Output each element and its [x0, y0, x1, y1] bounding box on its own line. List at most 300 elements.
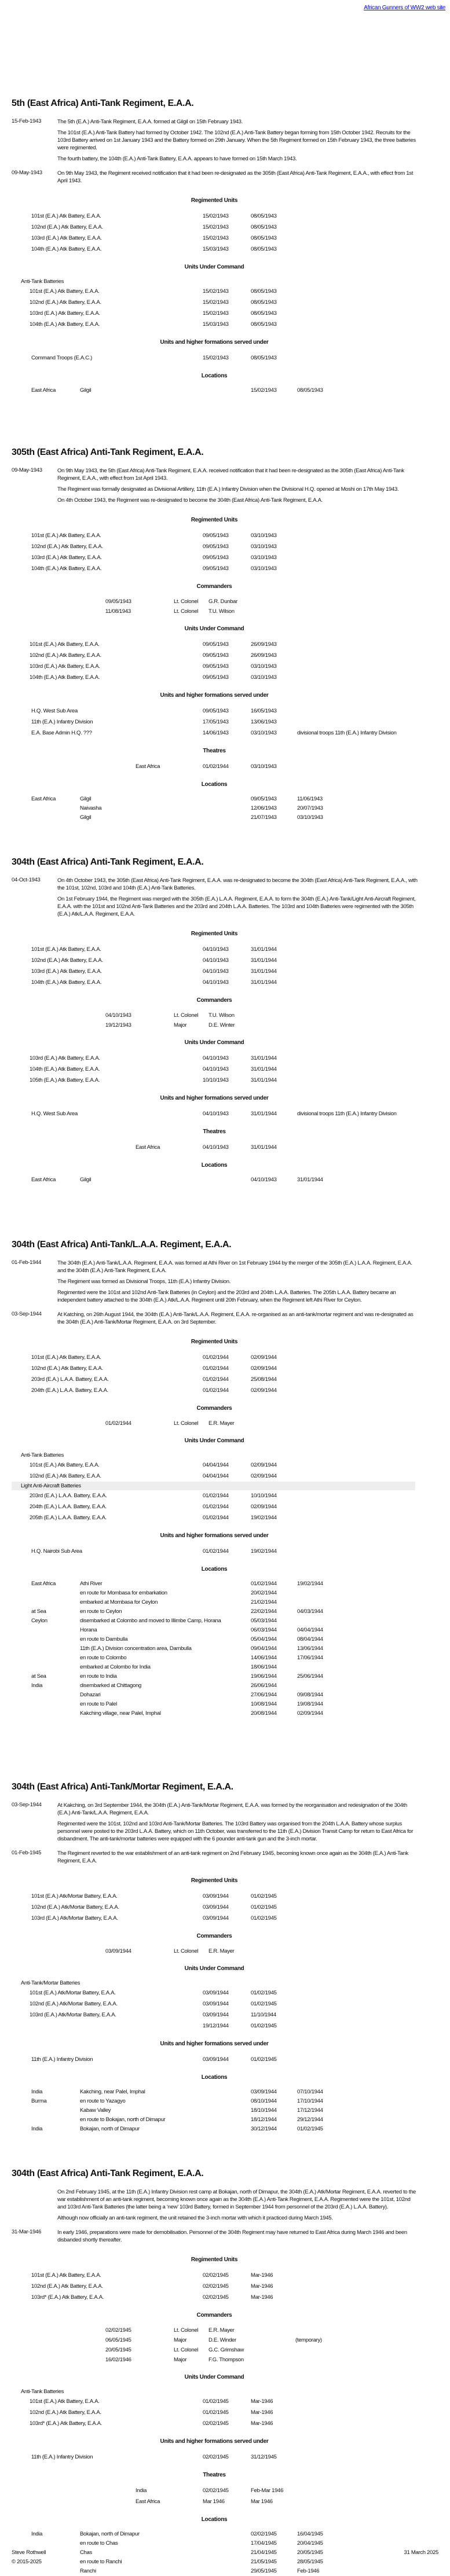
unit-name: 101st (E.A.) Atk Battery, E.A.A. — [31, 1354, 101, 1361]
unit-name: 102nd (E.A.) Atk/Mortar Battery, E.A.A. — [31, 1904, 119, 1910]
regimented-unit-row — [12, 2281, 438, 2292]
from-date: 15/02/1943 — [251, 387, 277, 394]
location-place: en route to Ceylon — [80, 1608, 122, 1615]
unit-name: 102nd (E.A.) Atk Battery, E.A.A. — [30, 2409, 101, 2416]
from-date: 04/10/1943 — [203, 957, 229, 964]
event-text — [57, 2229, 438, 2247]
unit-name: 102nd (E.A.) Atk Battery, E.A.A. — [30, 652, 101, 659]
unit-name: 104th (E.A.) Atk Battery, E.A.A. — [31, 246, 102, 252]
commander-date: 11/08/1943 — [105, 608, 131, 615]
location-row — [12, 2097, 438, 2106]
location-row — [12, 1653, 438, 1663]
to-date: 28/05/1945 — [297, 2559, 323, 2565]
commanders-heading: Commanders — [196, 997, 232, 1004]
command-unit-row — [12, 639, 438, 650]
to-date: 31/12/1945 — [251, 2454, 277, 2460]
from-date: 06/03/1944 — [251, 1627, 277, 1633]
to-date: 04/04/1944 — [297, 1627, 323, 1633]
locations-heading: Locations — [201, 373, 228, 379]
to-date: Mar-1946 — [251, 2272, 273, 2279]
unit-name: 104th (E.A.) Atk Battery, E.A.A. — [30, 321, 100, 328]
commander-row — [12, 1010, 438, 1020]
event-date: 04-Oct-1943 — [12, 877, 41, 883]
commander-row — [12, 2335, 438, 2345]
from-date: 01/02/1945 — [203, 2409, 229, 2416]
unit-group-label: Anti-Tank/Mortar Batteries — [21, 1980, 81, 1986]
location-row — [12, 1709, 438, 1718]
event-paragraph: In early 1946, preparations were made for demobilisation. Personnel of the 304th Regiment may have returned to East Africa during March 1946 and been disbanded shortly thereafter. — [57, 2229, 407, 2243]
event-paragraph: On 4th October 1943, the 305th (East Africa) Anti-Tank Regiment, E.A.A. was re-designated to become the 304th (East Africa) Anti-Tank Regiment, E.A.A., with the 101st, 102nd, 103rd and 104th (E.A.) Anti-Tank Batteries. — [57, 877, 418, 891]
command-unit-row — [12, 672, 438, 683]
from-date: 09/05/1943 — [203, 565, 229, 572]
higher-formations-heading: Units and higher formations served under — [160, 692, 269, 699]
to-date: 16/05/1943 — [251, 708, 277, 714]
to-date: 31/01/1944 — [251, 979, 277, 986]
regimented-units-heading: Regimented Units — [191, 1877, 238, 1884]
command-unit-row — [12, 1064, 438, 1075]
to-date: 01/02/1945 — [251, 2056, 277, 2063]
commander-name: G.C. Grimshaw — [208, 2347, 244, 2353]
location-row — [12, 1700, 438, 1709]
to-date: 26/09/1943 — [251, 652, 277, 659]
to-date: 04/03/1944 — [297, 1608, 323, 1615]
from-date: 21/04/1945 — [251, 2549, 277, 2556]
to-date: Feb-Mar 1946 — [251, 2487, 284, 2494]
location-row — [12, 813, 438, 822]
to-date: 10/10/1944 — [251, 1493, 277, 1499]
to-date: 08/05/1943 — [251, 213, 277, 219]
from-date: 02/02/1945 — [251, 2531, 277, 2537]
to-date: 02/09/1944 — [251, 1387, 277, 1394]
to-date: 01/02/1945 — [251, 1915, 277, 1921]
unit-name: 103rd (E.A.) Atk Battery, E.A.A. — [31, 235, 102, 241]
to-date: 08/05/1943 — [251, 321, 277, 328]
theatre-name: East Africa — [136, 763, 160, 770]
location-row — [12, 1598, 438, 1607]
unit-name: 203rd (E.A.) L.A.A. Battery, E.A.A. — [31, 1376, 109, 1383]
from-date: 01/02/1944 — [203, 1504, 229, 1510]
to-date: 11/10/1944 — [251, 2012, 276, 2018]
from-date: 01/02/1945 — [203, 2398, 229, 2405]
to-date: 07/10/1944 — [297, 2089, 323, 2095]
from-date: 04/04/1944 — [203, 1473, 229, 1479]
from-date: 01/02/1944 — [203, 1548, 229, 1555]
event-paragraph: The fourth battery, the 104th (E.A.) Anti-Tank Battery, E.A.A. appears to have formed on 15th March 1943. — [57, 156, 297, 162]
event-entry — [12, 2188, 438, 2225]
from-date: 01/02/1944 — [203, 763, 229, 770]
to-date: 19/08/1944 — [297, 1701, 323, 1707]
command-unit-row — [12, 286, 438, 297]
from-date: 03/09/1944 — [203, 2001, 229, 2007]
command-unit-row — [12, 1490, 438, 1501]
command-unit-row — [12, 308, 438, 319]
from-date: 09/05/1943 — [203, 554, 229, 561]
commander-rank: Lt. Colonel — [174, 1420, 199, 1427]
location-place: embarked at Mombasa for Ceylon — [80, 1599, 158, 1605]
from-date: 01/02/1944 — [203, 1493, 229, 1499]
commander-rank: Lt. Colonel — [174, 1012, 199, 1019]
commander-name: D.E. Winder — [208, 2337, 236, 2343]
unit-name: 102nd (E.A.) Atk Battery, E.A.A. — [31, 224, 103, 230]
to-date: 13/06/1943 — [251, 719, 277, 725]
from-date: 18/06/1944 — [251, 1664, 277, 1670]
to-date: 03/10/1943 — [251, 674, 277, 681]
event-text — [57, 2188, 438, 2225]
event-paragraph: On 4th October 1943, the Regiment was re-designated to become the 304th (East Africa) Anti-Tank Regiment, E.A.A. — [57, 497, 323, 504]
to-date: 03/10/1943 — [251, 730, 277, 736]
from-date: 01/02/1944 — [251, 1581, 277, 1587]
to-date: 31/01/1944 — [297, 1177, 323, 1183]
location-country: India — [31, 1682, 43, 1689]
from-date: 15/02/1943 — [203, 310, 229, 317]
command-unit-row — [12, 1460, 438, 1471]
to-date: 08/05/1943 — [251, 235, 277, 241]
from-date: 05/04/1944 — [251, 1636, 277, 1642]
unit-name: 204th (E.A.) L.A.A. Battery, E.A.A. — [30, 1504, 107, 1510]
commander-date: 01/02/1944 — [105, 1420, 131, 1427]
location-place: Gilgil — [80, 1177, 92, 1183]
location-place: Chas — [80, 2549, 92, 2556]
unit-name: 103rd* (E.A.) Atk Battery, E.A.A. — [31, 2294, 104, 2301]
regimented-unit-row — [12, 1913, 438, 1924]
location-place: disembarked at Colombo and moved to Illimbe Camp, Horana — [80, 1618, 221, 1624]
document-body — [0, 98, 450, 2576]
location-place: en route to Chas — [80, 2540, 118, 2546]
to-date: 31/01/1944 — [251, 1111, 277, 1117]
unit-name: 102nd (E.A.) Atk/Mortar Battery, E.A.A. — [30, 2001, 118, 2007]
from-date: 02/02/1945 — [203, 2487, 229, 2494]
location-place: en route to Ranchi — [80, 2559, 122, 2565]
unit-name: 103rd (E.A.) Atk Battery, E.A.A. — [31, 554, 102, 561]
command-unit-row — [12, 2009, 438, 2020]
from-date: 30/12/1944 — [251, 2126, 277, 2132]
from-date: 15/03/1943 — [203, 321, 229, 328]
event-text — [57, 1311, 438, 1329]
theatre-row — [12, 761, 438, 772]
commander-note: (temporary) — [295, 2337, 322, 2343]
from-date: 03/09/1944 — [203, 1893, 229, 1899]
event-paragraph: At Kakching, on 3rd September 1944, the 304th (E.A.) Anti-Tank/Mortar Regiment, E.A.A. was formed by the reorganisation and redesignation of the 304th (E.A.) Anti-Tank/L.A.A. Regiment, E.A.A. — [57, 1802, 408, 1816]
location-row — [12, 804, 438, 813]
unit-name: 105th (E.A.) Atk Battery, E.A.A. — [30, 1077, 100, 1083]
event-date: 31-Mar-1946 — [12, 2229, 42, 2235]
to-date: 19/02/1944 — [251, 1515, 277, 1521]
unit-name: 104th (E.A.) Atk Battery, E.A.A. — [30, 674, 100, 681]
command-unit-row — [12, 319, 438, 330]
units-under-command-heading: Units Under Command — [184, 2374, 244, 2380]
unit-name: 204th (E.A.) L.A.A. Battery, E.A.A. — [31, 1387, 108, 1394]
location-row — [12, 1691, 438, 1700]
unit-name: 104th (E.A.) Atk Battery, E.A.A. — [30, 1066, 100, 1072]
to-date: 08/05/1943 — [251, 246, 277, 252]
to-date: 08/05/1943 — [251, 224, 277, 230]
location-row — [12, 1681, 438, 1691]
to-date: 20/05/1945 — [297, 2549, 323, 2556]
command-unit-row — [12, 1053, 438, 1064]
location-place: embarked at Colombo for India — [80, 1664, 151, 1670]
theatre-name: East Africa — [136, 1144, 160, 1151]
from-date: 03/09/1944 — [203, 2056, 229, 2063]
unit-name: H.Q. Nairobi Sub Area — [31, 1548, 82, 1555]
event-paragraph: The Regiment reverted to the war establishment of an anti-tank regiment on 2nd February 1945, becoming known once again as the 304th (E.A.) Anti-Tank Regiment, E.A.A. — [57, 1850, 408, 1864]
from-date: 27/06/1944 — [251, 1692, 277, 1698]
location-place: Athi River — [80, 1581, 103, 1587]
from-date: 02/02/1945 — [203, 2454, 229, 2460]
commander-name: D.E. Winter — [208, 1022, 235, 1028]
to-date: 03/10/1943 — [251, 565, 277, 572]
to-date: 02/09/1944 — [251, 1462, 277, 1468]
regimented-unit-row — [12, 541, 438, 552]
event-date: 01-Feb-1944 — [12, 1259, 42, 1266]
unit-name: 101st (E.A.) Atk/Mortar Battery, E.A.A. — [31, 1893, 118, 1899]
from-date: 15/03/1943 — [203, 246, 229, 252]
from-date: 09/05/1943 — [203, 708, 229, 714]
unit-name: 101st (E.A.) Atk Battery, E.A.A. — [31, 213, 101, 219]
commander-rank: Major — [174, 2337, 187, 2343]
unit-name: 103rd (E.A.) Atk Battery, E.A.A. — [30, 1055, 100, 1061]
updated-date: 31 March 2025 — [404, 2549, 438, 2556]
commander-date: 04/10/1943 — [105, 1012, 131, 1019]
event-entry — [12, 1259, 438, 1307]
unit-name: 103rd (E.A.) Atk/Mortar Battery, E.A.A. — [31, 1915, 118, 1921]
locations-heading: Locations — [201, 2074, 228, 2081]
to-date: 20/04/1945 — [297, 2540, 323, 2546]
commanders-heading: Commanders — [196, 1933, 232, 1939]
event-entry — [12, 1802, 438, 1846]
command-unit-row — [12, 2407, 438, 2418]
from-date: 09/05/1943 — [251, 796, 277, 802]
to-date: Mar-1946 — [251, 2294, 273, 2301]
commander-name: E.R. Mayer — [208, 2327, 235, 2334]
to-date: 29/12/1944 — [297, 2116, 323, 2123]
to-date: 31/01/1944 — [251, 1055, 277, 1061]
unit-name: 101st (E.A.) Atk Battery, E.A.A. — [31, 2272, 101, 2279]
location-country: at Sea — [31, 1673, 46, 1680]
commander-row — [12, 1946, 438, 1956]
location-row — [12, 1644, 438, 1653]
commander-name: T.U. Wilson — [208, 608, 235, 615]
from-date: 17/05/1943 — [203, 719, 229, 725]
location-row — [12, 1589, 438, 1598]
location-place: en route to Bokajan, north of Dimapur — [80, 2116, 166, 2123]
theatre-row — [12, 1142, 438, 1153]
event-paragraph: On 1st February 1944, the Regiment was merged with the 305th (E.A.) L.A.A. Regiment, E.A.A. to form the 304th (E.A.) Anti-Tank/Light Anti-Aircraft Regiment, E.A.A. with the 101st and 102nd Anti-Tank Batteries and the 203rd and 204th L.A.A. Batteries. The 103rd and 104th Batteries were regimented with the 305th (E.A.) Atk/L.A.A. Regiment, E.A.A. — [57, 896, 416, 917]
from-date: 04/10/1943 — [203, 946, 229, 953]
from-date: 04/04/1944 — [203, 1462, 229, 1468]
higher-formations-heading: Units and higher formations served under — [160, 2041, 269, 2047]
unit-name: 102nd (E.A.) Atk Battery, E.A.A. — [30, 1473, 101, 1479]
regimented-unit-row — [12, 955, 438, 966]
location-country: India — [31, 2531, 43, 2537]
section-title: 304th (East Africa) Anti-Tank Regiment, E.A.A. — [12, 2169, 204, 2178]
unit-name: 103rd* (E.A.) Atk Battery, E.A.A. — [30, 2420, 103, 2427]
event-text — [57, 170, 438, 188]
commander-rank: Lt. Colonel — [174, 608, 199, 615]
from-date: 21/05/1945 — [251, 2559, 277, 2565]
from-date: 01/02/1944 — [203, 1387, 229, 1394]
commander-date: 06/05/1945 — [105, 2337, 131, 2343]
theatres-heading: Theatres — [203, 748, 226, 754]
location-place: en route to Palel — [80, 1701, 118, 1707]
site-link[interactable]: African Gunners of WW2 web site — [364, 5, 445, 11]
regimented-unit-row — [12, 966, 438, 977]
unit-note: divisional troops 11th (E.A.) Infantry Division — [297, 1111, 397, 1117]
command-unit-row — [12, 2418, 438, 2429]
section-title: 304th (East Africa) Anti-Tank/Mortar Regiment, E.A.A. — [12, 1782, 233, 1792]
commander-row — [12, 2345, 438, 2355]
locations-heading: Locations — [201, 1566, 228, 1572]
location-country: East Africa — [31, 1581, 56, 1587]
event-date: 01-Feb-1945 — [12, 1850, 42, 1856]
from-date: 03/09/1944 — [203, 1904, 229, 1910]
unit-name: 101st (E.A.) Atk/Mortar Battery, E.A.A. — [30, 1990, 116, 1996]
unit-note: divisional troops 11th (E.A.) Infantry Division — [297, 730, 397, 736]
commander-rank: Lt. Colonel — [174, 1948, 199, 1954]
regimented-unit-row — [12, 977, 438, 988]
location-place: en route to Colombo — [80, 1655, 127, 1661]
to-date: 25/08/1944 — [251, 1376, 277, 1383]
unit-name: 101st (E.A.) Atk Battery, E.A.A. — [30, 2398, 100, 2405]
from-date: 17/04/1945 — [251, 2540, 277, 2546]
unit-name: 102nd (E.A.) Atk Battery, E.A.A. — [30, 299, 101, 306]
formation-row — [12, 2452, 438, 2463]
from-date: 04/10/1943 — [203, 1111, 229, 1117]
from-date: 01/02/1944 — [203, 1354, 229, 1361]
regimented-unit-row — [12, 2292, 438, 2303]
location-place: Gilgil — [80, 387, 92, 394]
location-place: en route to India — [80, 1673, 117, 1680]
event-paragraph: Although now officially an anti-tank regiment, the unit retained the 3-inch mortar with which it practiced during March 1945. — [57, 2215, 333, 2221]
to-date: Mar-1946 — [251, 2398, 273, 2405]
location-row — [12, 1672, 438, 1681]
section-title: 305th (East Africa) Anti-Tank Regiment, E.A.A. — [12, 447, 204, 457]
from-date: 19/12/1944 — [203, 2023, 229, 2029]
unit-name: 101st (E.A.) Atk Battery, E.A.A. — [31, 532, 101, 539]
from-date: 03/09/1944 — [203, 2012, 229, 2018]
from-date: 02/02/1945 — [203, 2294, 229, 2301]
footer — [12, 2549, 438, 2568]
location-place: Dohazari — [80, 1692, 101, 1698]
to-date: 03/10/1943 — [297, 814, 323, 821]
from-date: 04/10/1943 — [251, 1177, 277, 1183]
from-date: 04/10/1943 — [203, 979, 229, 986]
from-date: 12/06/1943 — [251, 805, 277, 811]
theatre-name: India — [136, 2487, 147, 2494]
regimented-units-heading: Regimented Units — [191, 1339, 238, 1345]
event-paragraph: The 101st (E.A.) Anti-Tank Battery had formed by October 1942. The 102nd (E.A.) Anti-Tank Battery began forming from 15th October 1942. Recruits for the 103rd Battery arrived on 1st January 1943 and the Battery formed on 29th January. When the 5th Regiment formed on 15th February 1943, the three batteries were regimented. — [57, 130, 416, 151]
regimented-unit-row — [12, 211, 438, 222]
location-place: 11th (E.A.) Division concentration area, Dambulla — [80, 1645, 192, 1652]
from-date: 04/10/1943 — [203, 1066, 229, 1072]
event-text — [57, 118, 438, 166]
from-date: 15/02/1943 — [203, 235, 229, 241]
from-date: 03/09/1944 — [203, 1915, 229, 1921]
from-date: 15/02/1943 — [203, 213, 229, 219]
regimented-unit-row — [12, 244, 438, 255]
event-paragraph: The 5th (E.A.) Anti-Tank Regiment, E.A.A. formed at Gilgil on 15th February 1943. — [57, 119, 243, 125]
location-place: en route to Yazagyo — [80, 2098, 126, 2104]
formation-row — [12, 1108, 438, 1119]
to-date: 03/10/1943 — [251, 554, 277, 561]
regimented-units-heading: Regimented Units — [191, 517, 238, 523]
from-date: 15/02/1943 — [203, 224, 229, 230]
location-place: en route to Dambulla — [80, 1636, 128, 1642]
command-unit-row — [12, 1471, 438, 1482]
to-date: 13/06/1944 — [297, 1645, 323, 1652]
event-paragraph: Regimented were the 101st and 102nd Anti-Tank Batteries (in Ceylon) and the 203rd and 204th L.A.A. Batteries. The 205th L.A.A. Battery became an independent battery attached to the 304th (E.A.) Atk/L.A.A. Regiment until 20th February, when the Regiment left Athi River for Ceylon. — [57, 1289, 396, 1303]
event-text — [57, 1850, 438, 1868]
commander-name: G.R. Dunbar — [208, 598, 238, 605]
section-title: 5th (East Africa) Anti-Tank Regiment, E.A.A. — [12, 98, 194, 108]
unit-name: 103rd (E.A.) Atk Battery, E.A.A. — [30, 663, 100, 670]
formation-row — [12, 727, 438, 738]
from-date: 15/02/1943 — [203, 299, 229, 306]
to-date: 25/06/1944 — [297, 1673, 323, 1680]
from-date: 19/06/1944 — [251, 1673, 277, 1680]
event-paragraph: Regimented were the 101st, 102nd and 103rd Anti-Tank/Mortar Batteries. The 103rd Battery was organised from the 204th L.A.A. Battery whose surplus personnel were posted to the 203rd L.A.A. Battery, which on 11th October, was transferred to the 11th (E.A.) Division Transit Camp for return to East Africa for disbandment. The anti-tank/mortar batteries were equipped with the 6 pounder anti-tank gun and the 3-inch mortar. — [57, 1821, 414, 1842]
command-unit-row — [12, 661, 438, 672]
event-date: 09-May-1943 — [12, 170, 42, 176]
higher-formations-heading: Units and higher formations served under — [160, 1095, 269, 1101]
location-row — [12, 2088, 438, 2097]
higher-formations-heading: Units and higher formations served under — [160, 1533, 269, 1539]
location-country: East Africa — [31, 387, 56, 394]
unit-name: 11th (E.A.) Infantry Division — [31, 2056, 93, 2063]
unit-group-label: Light Anti-Aircraft Batteries — [12, 1482, 415, 1490]
unit-name: 11th (E.A.) Infantry Division — [31, 719, 93, 725]
commander-rank: Major — [174, 2357, 187, 2363]
unit-name: 103rd (E.A.) Atk/Mortar Battery, E.A.A. — [30, 2012, 116, 2018]
location-place: Ranchi — [80, 2568, 96, 2574]
units-under-command-heading: Units Under Command — [184, 1965, 244, 1972]
unit-name: 102nd (E.A.) Atk Battery, E.A.A. — [31, 1365, 103, 1372]
command-unit-row — [12, 650, 438, 661]
to-date: 02/09/1944 — [297, 1710, 323, 1717]
locations-heading: Locations — [201, 2516, 228, 2523]
regimented-units-heading: Regimented Units — [191, 931, 238, 937]
location-country: India — [31, 2126, 43, 2132]
regimented-unit-row — [12, 563, 438, 574]
commander-row — [12, 597, 438, 607]
to-date: 19/02/1944 — [251, 1548, 277, 1555]
to-date: 01/02/1945 — [251, 1904, 277, 1910]
units-under-command-heading: Units Under Command — [184, 264, 244, 270]
from-date: 04/10/1943 — [203, 1144, 229, 1151]
to-date: 03/10/1943 — [251, 532, 277, 539]
units-under-command-heading: Units Under Command — [184, 1438, 244, 1444]
location-row — [12, 1626, 438, 1635]
commander-row — [12, 1020, 438, 1030]
unit-name: 102nd (E.A.) Atk Battery, E.A.A. — [31, 957, 103, 964]
event-entry — [12, 877, 438, 921]
event-entry — [12, 467, 438, 508]
copyright: © 2015-2025 — [12, 2559, 42, 2565]
commander-date: 09/05/1943 — [105, 598, 131, 605]
to-date: Mar-1946 — [251, 2409, 273, 2416]
regiment-section — [0, 447, 450, 822]
from-date: 21/02/1944 — [251, 1599, 277, 1605]
commander-name: E.R. Mayer — [208, 1948, 235, 1954]
to-date: 31/01/1944 — [251, 1144, 277, 1151]
event-entry — [12, 118, 438, 166]
from-date: 02/02/1945 — [203, 2272, 229, 2279]
section-title: 304th (East Africa) Anti-Tank/L.A.A. Regiment, E.A.A. — [12, 1240, 232, 1250]
location-country: Ceylon — [31, 1618, 47, 1624]
to-date: 16/04/1945 — [297, 2531, 323, 2537]
from-date: 04/10/1943 — [203, 968, 229, 975]
units-under-command-heading: Units Under Command — [184, 1039, 244, 1046]
unit-name: 101st (E.A.) Atk Battery, E.A.A. — [30, 288, 100, 295]
